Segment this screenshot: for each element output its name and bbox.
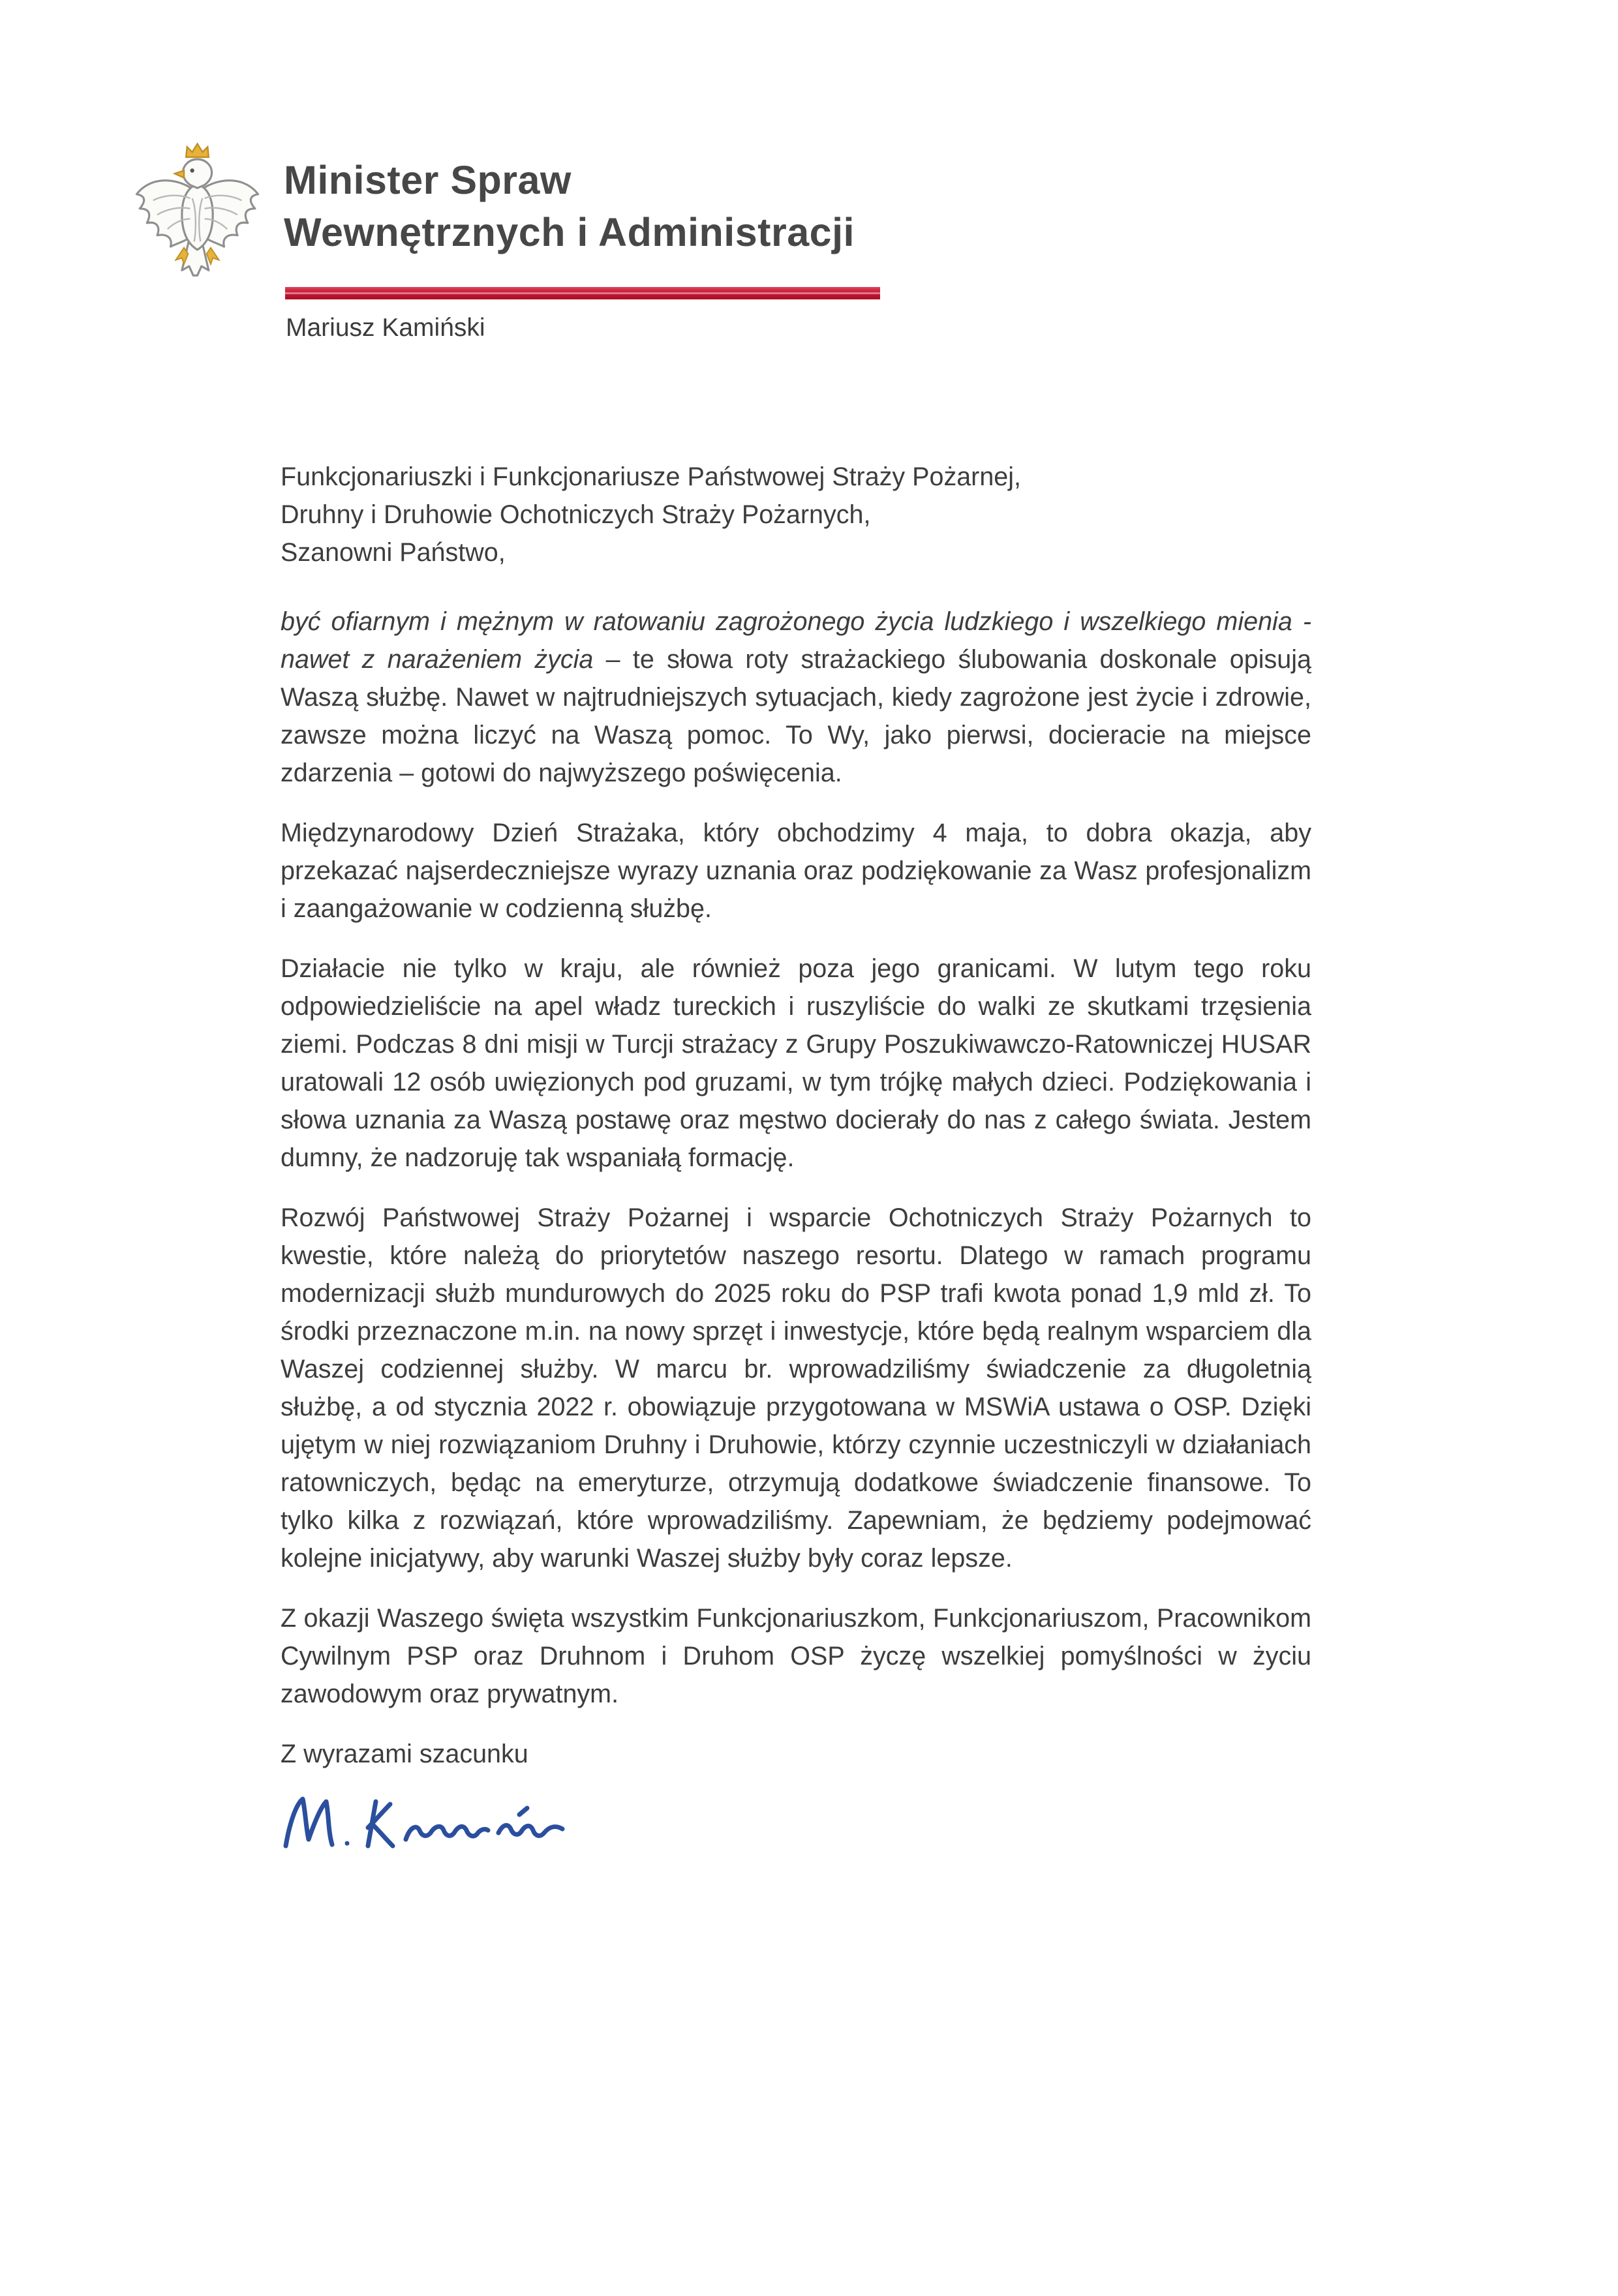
salutation-line-psp: Funkcjonariuszki i Funkcjonariusze Państwowej Straży Pożarnej, — [281, 462, 1022, 491]
flag-red-bar — [285, 287, 880, 299]
paragraph-modernization: Rozwój Państwowej Straży Pożarnej i wsparcie Ochotniczych Straży Pożarnych to kwestie, które należą do priorytetów naszego resortu. Dlatego w ramach programu modernizacji służb mundurowych do 2025 roku do PSP trafi kwota ponad 1,9 mld zł. To środki przeznaczone m.in. na nowy sprzęt i inwestycje, które będą realnym wsparciem dla Waszej codziennej służby. W marcu br. wprowadziliśmy świadczenie za długoletnią służbę, a od stycznia 2022 r. obowiązuje przygotowana w MSWiA ustawa o OSP. Dzięki ujętym w niej rozwiązaniom Druhny i Druhowie, którzy czynnie uczestniczyli w działaniach ratowniczych, będąc na emeryturze, otrzymują dodatkowe świadczenie finansowe. To tylko kilka z rozwiązań, które wprowadziliśmy. Zapewniam, że będziemy podejmować kolejne inicjatywy, aby warunki Waszej służby były coraz lepsze. — [281, 1203, 1311, 1573]
oath-quote-italic: być ofiarnym i mężnym w ratowaniu zagrożonego życia ludzkiego i wszelkiego mienia - nawet z narażeniem życia — [281, 607, 1311, 674]
salutation-line-osp: Druhny i Druhowie Ochotniczych Straży Pożarnych, — [281, 500, 871, 529]
ministry-title-line1: Minister Spraw — [284, 158, 572, 202]
salutation-block — [281, 458, 1311, 571]
eagle-crown — [186, 144, 209, 157]
paragraph-firefighters-day: Międzynarodowy Dzień Strażaka, który obchodzimy 4 maja, to dobra okazja, aby przekazać najserdeczniejsze wyrazy uznania oraz podziękowanie za Wasz profesjonalizm i zaangażowanie w codzienną służbę. — [281, 819, 1311, 923]
paragraph-wishes: Z okazji Waszego święta wszystkim Funkcjonariuszkom, Funkcjonariuszom, Pracownikom Cywilnym PSP oraz Druhnom i Druhom OSP życzę wszelkiej pomyślności w życiu zawodowym oraz prywatnym. — [281, 1604, 1311, 1708]
closing-line: Z wyrazami szacunku — [281, 1740, 528, 1768]
minister-name: Mariusz Kamiński — [286, 314, 485, 342]
signature-handwriting — [277, 1782, 642, 1873]
paragraph-oath-text: – te słowa roty strażackiego ślubowania doskonale opisują Waszą służbę. Nawet w najtrudniejszych sytuacjach, kiedy zagrożone jest życie i zdrowie, zawsze można liczyć na Waszą pomoc. To Wy, jako pierwsi, docieracie na miejsce zdarzenia – gotowi do najwyższego poświęcenia. — [281, 645, 1311, 787]
eagle-beak — [175, 170, 184, 177]
polish-eagle-emblem — [130, 134, 264, 302]
salutation-line-general: Szanowni Państwo, — [281, 538, 506, 567]
eagle-talon-right — [207, 248, 219, 264]
ministry-title — [284, 154, 855, 258]
ministry-title-line2: Wewnętrznych i Administracji — [284, 210, 855, 254]
letter-body — [281, 458, 1311, 1873]
eagle-eye — [190, 168, 194, 172]
paragraph-turkey-mission: Działacie nie tylko w kraju, ale również poza jego granicami. W lutym tego roku odpowiedzieliście na apel władz tureckich i ruszyliście do walki ze skutkami trzęsienia ziemi. Podczas 8 dni misji w Turcji strażacy z Grupy Poszukiwawczo-Ratowniczej HUSAR uratowali 12 osób uwięzionych pod gruzami, w tym trójkę małych dzieci. Podziękowania i słowa uznania za Waszą postawę oraz męstwo docierały do nas z całego świata. Jestem dumny, że nadzoruję tak wspaniałą formację. — [281, 954, 1311, 1172]
paragraph-oath — [281, 603, 1311, 792]
